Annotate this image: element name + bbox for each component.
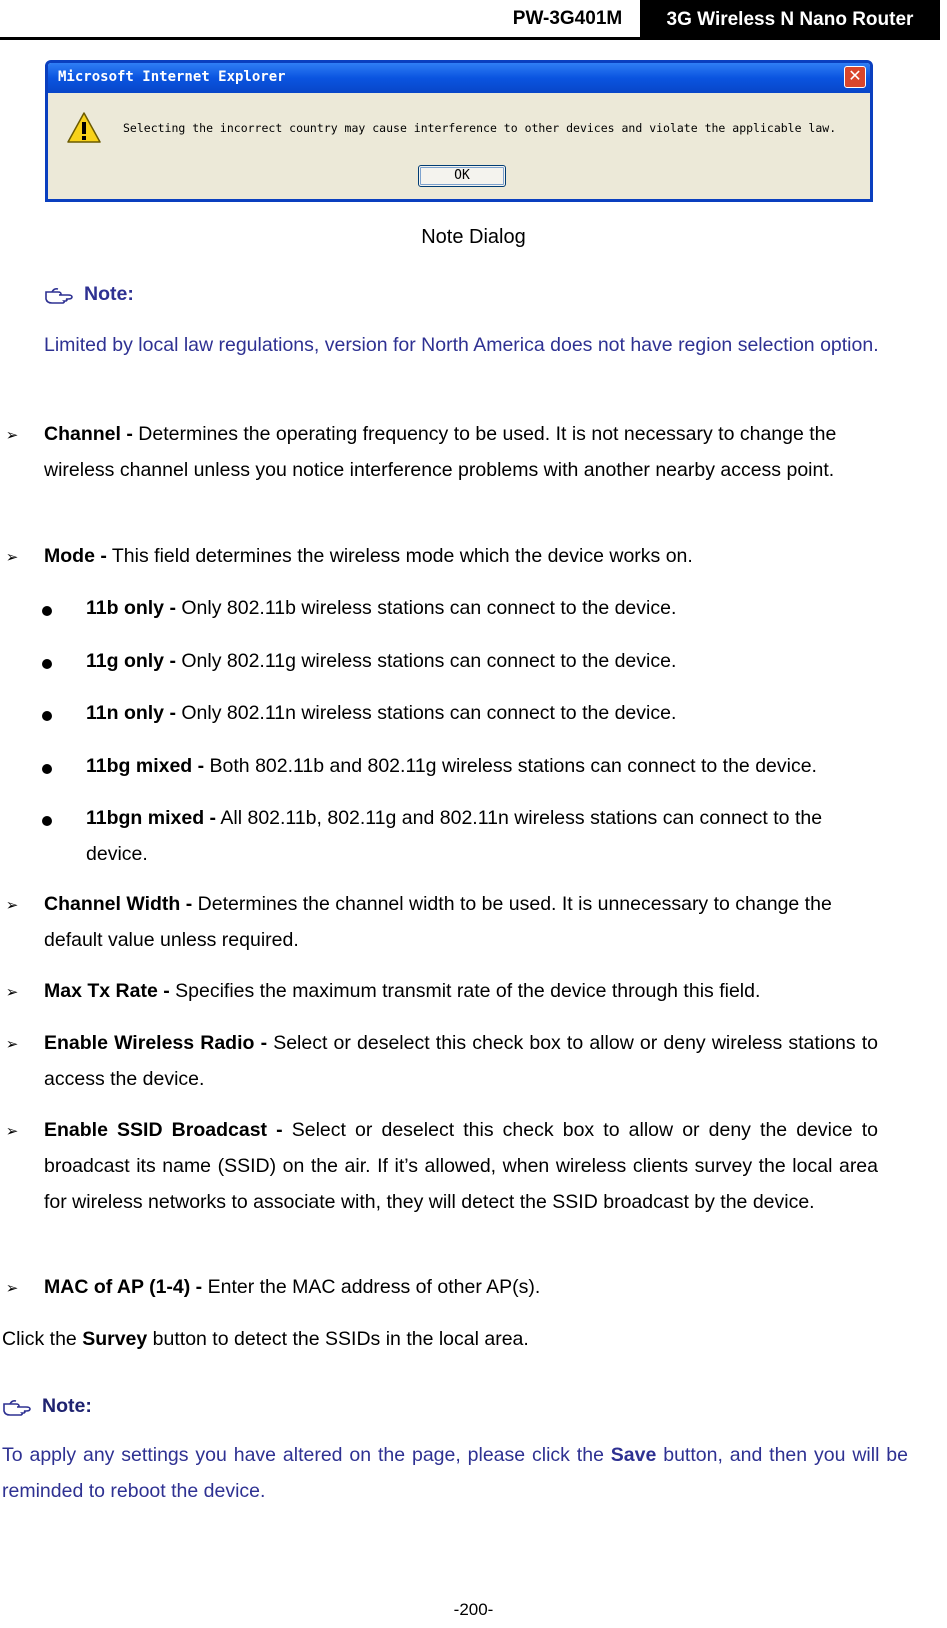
list-item-max-tx-rate	[44, 973, 878, 1009]
list-item-enable-radio	[44, 1025, 878, 1097]
list-item-channel	[44, 416, 878, 488]
arrow-bullet: ➢	[5, 1123, 19, 1140]
arrow-bullet: ➢	[5, 427, 19, 444]
list-item-11n	[86, 695, 886, 731]
desc: Determines the channel width to be used. It is unnecessary to change the default value unless required.	[44, 893, 832, 951]
dialog-title: Microsoft Internet Explorer	[58, 69, 286, 85]
desc: Only 802.11b wireless stations can connect to the device.	[175, 597, 677, 619]
warning-icon	[66, 111, 102, 145]
survey-bold: Survey	[82, 1328, 148, 1350]
arrow-bullet: ➢	[5, 549, 19, 566]
list-item-mode	[44, 538, 878, 574]
round-bullet	[42, 711, 52, 721]
arrow-bullet: ➢	[5, 984, 19, 1001]
note-label: Note:	[42, 1395, 92, 1417]
term: Enable SSID Broadcast -	[44, 1119, 283, 1141]
term: 11g only -	[86, 650, 176, 672]
dialog-message: Selecting the incorrect country may cause interference to other devices and violate the applicable law.	[123, 121, 837, 135]
term: 11bg mixed -	[86, 755, 205, 777]
term: Max Tx Rate -	[44, 980, 170, 1002]
round-bullet	[42, 606, 52, 616]
term: Channel -	[44, 423, 133, 445]
term: Channel Width -	[44, 893, 193, 915]
survey-pre: Click the	[2, 1328, 83, 1350]
close-icon[interactable]: ✕	[844, 66, 866, 88]
list-item-mac-ap	[44, 1269, 878, 1305]
term: 11n only -	[86, 702, 176, 724]
page-header	[0, 0, 940, 40]
term: 11b only -	[86, 597, 176, 619]
pointing-hand-icon	[44, 286, 74, 304]
note-text: Limited by local law regulations, version for North America does not have region selection option.	[44, 334, 879, 356]
page-number: -200-	[453, 1600, 494, 1619]
ok-button[interactable]: OK	[418, 165, 506, 187]
note-label: Note:	[84, 283, 134, 305]
term: Mode -	[44, 545, 107, 567]
survey-paragraph	[2, 1321, 902, 1357]
list-item-11bg	[86, 748, 896, 784]
round-bullet	[42, 816, 52, 826]
term: MAC of AP (1-4) -	[44, 1276, 203, 1298]
note-dialog	[45, 60, 873, 202]
list-item-11b	[86, 590, 886, 626]
note-pre: To apply any settings you have altered on the page, please click the	[2, 1444, 611, 1466]
desc: Enter the MAC address of other AP(s).	[202, 1276, 541, 1298]
pointing-hand-icon	[2, 1398, 32, 1416]
arrow-bullet: ➢	[5, 1036, 19, 1053]
desc: Specifies the maximum transmit rate of the device through this field.	[169, 980, 761, 1002]
list-item-11g	[86, 643, 886, 679]
list-item-11bgn	[86, 800, 886, 872]
round-bullet	[42, 764, 52, 774]
desc: Select or deselect this check box to allow or deny wireless stations to access the device.	[44, 1032, 878, 1090]
header-product: 3G Wireless N Nano Router	[640, 0, 940, 37]
desc: Only 802.11n wireless stations can connect to the device.	[175, 702, 677, 724]
note-heading	[2, 1388, 92, 1424]
figure-caption: Note Dialog	[421, 226, 526, 248]
note-post: button, and then you will be reminded to reboot the device.	[2, 1444, 908, 1502]
term: Enable Wireless Radio -	[44, 1032, 268, 1054]
desc: This field determines the wireless mode which the device works on.	[106, 545, 693, 567]
desc: Both 802.11b and 802.11g wireless stations can connect to the device.	[204, 755, 817, 777]
desc: Select or deselect this check box to allow or deny the device to broadcast its name (SSID) on the air. If it’s allowed, when wireless clients survey the local area for wireless networks to associate with, they will detect the SSID broadcast by the device.	[44, 1119, 878, 1213]
note-heading	[44, 276, 134, 312]
note-text	[2, 1437, 908, 1509]
arrow-bullet: ➢	[5, 897, 19, 914]
arrow-bullet: ➢	[5, 1280, 19, 1297]
desc: Only 802.11g wireless stations can connect to the device.	[175, 650, 677, 672]
round-bullet	[42, 659, 52, 669]
dialog-titlebar	[48, 63, 870, 93]
list-item-enable-ssid	[44, 1112, 878, 1220]
header-model: PW-3G401M	[512, 8, 623, 29]
desc: All 802.11b, 802.11g and 802.11n wireless stations can connect to the device.	[86, 807, 823, 865]
note-bold: Save	[610, 1444, 657, 1466]
term: 11bgn mixed -	[86, 807, 217, 829]
list-item-channel-width	[44, 886, 878, 958]
desc: Determines the operating frequency to be used. It is not necessary to change the wireless channel unless you notice interference problems with another nearby access point.	[44, 423, 837, 481]
survey-post: button to detect the SSIDs in the local area.	[147, 1328, 529, 1350]
